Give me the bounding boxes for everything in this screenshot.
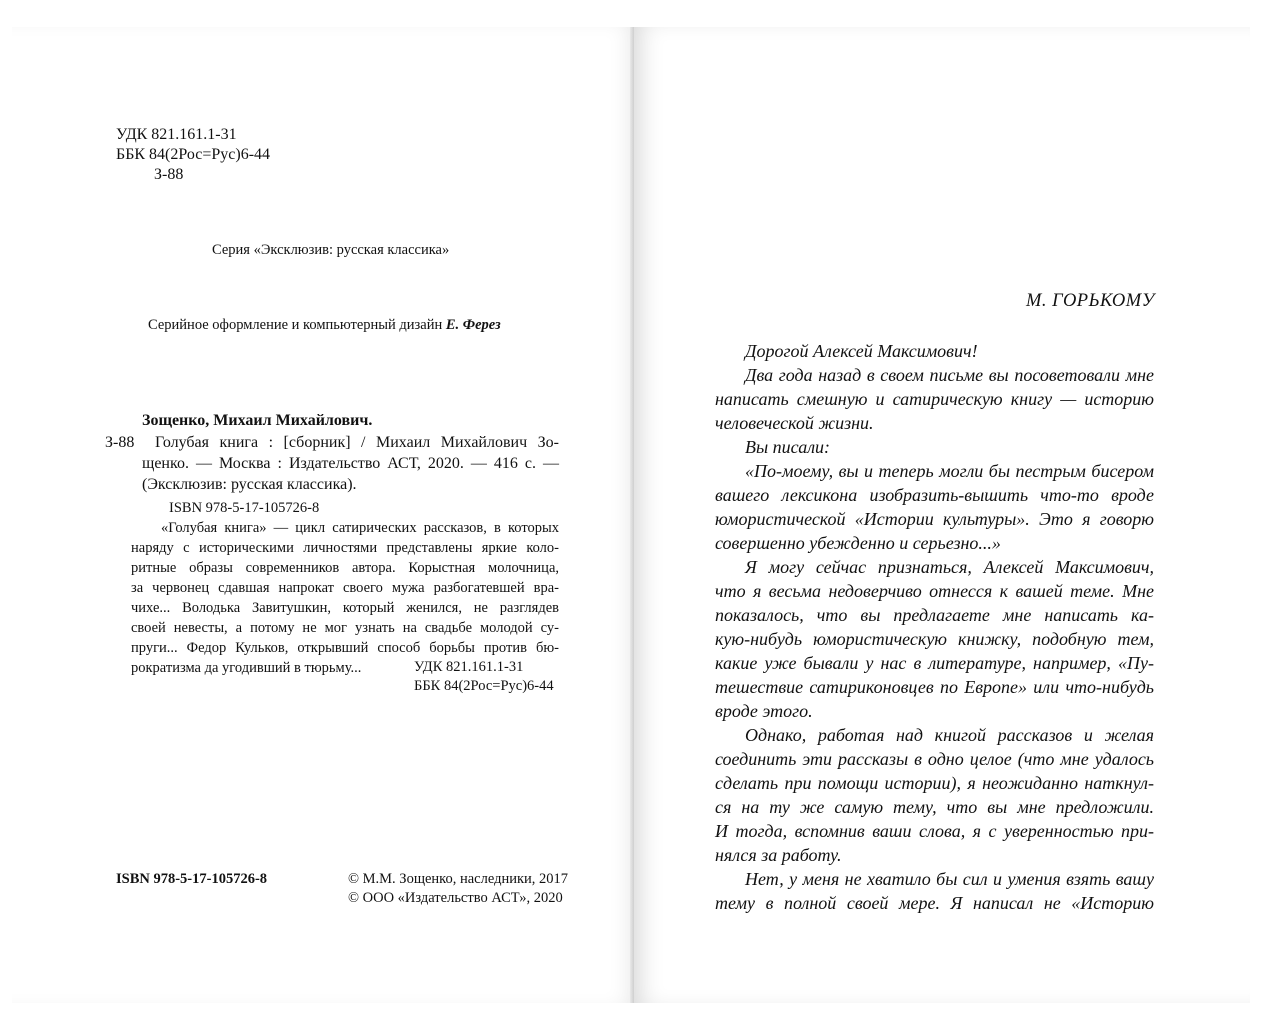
annotation-line: ритные образы современников автора. Корыстная молочница, <box>131 560 559 576</box>
annotation-line: наряду с историческими личностями представлены яркие коло- <box>131 540 559 556</box>
designer-name: Е. Ферез <box>445 317 501 333</box>
copyright-author: © М.М. Зощенко, наследники, 2017 <box>348 871 569 887</box>
text-line: юмористической «Истории культуры». Это я говорю <box>715 509 1154 529</box>
text-line: Дорогой Алексей Максимович! <box>745 341 978 361</box>
right-page <box>634 27 1250 1003</box>
series-line: Серия «Эксклюзив: русская классика» <box>212 242 450 258</box>
udk-code: УДК 821.161.1-31 <box>116 126 237 143</box>
annotation-line: за червонец сдавшая напрокат своего мужа разбогатевшей вра- <box>131 580 559 596</box>
design-credit <box>148 316 501 334</box>
text-line: Нет, у меня не хватило бы сил и умения взять вашу <box>745 869 1154 889</box>
text-line: совершенно убежденно и серьезно...» <box>715 533 1001 553</box>
dedication: М. ГОРЬКОМУ <box>1026 291 1155 311</box>
text-line: сделать при помощи истории), я неожиданно наткнул- <box>715 773 1154 793</box>
text-line: что я весьма недоверчиво отнесся к вашей теме. Мне <box>715 581 1154 601</box>
text-line: тему в полной своей мере. Я написал не «Историю <box>715 893 1154 913</box>
text-line: нялся за работу. <box>715 845 842 865</box>
annotation-line: рократизма да угодивший в тюрьму... <box>131 660 362 676</box>
text-line: Два года назад в своем письме вы посоветовали мне <box>745 365 1154 385</box>
text-line: Однако, работая над книгой рассказов и желая <box>745 725 1154 745</box>
book-spread <box>12 27 1250 1003</box>
author-heading: Зощенко, Михаил Михайлович. <box>142 412 373 429</box>
text-line: показалось, что вы предлагаете мне написать ка- <box>715 605 1154 625</box>
bbk-code: ББК 84(2Рос=Рус)6-44 <box>116 146 271 163</box>
annotation-line: «Голубая книга» — цикл сатирических рассказов, в которых <box>161 520 559 536</box>
catalog-code: З-88 <box>105 434 135 451</box>
text-line: кую-нибудь юмористическую книжку, подобную тем, <box>715 629 1154 649</box>
copyright-publisher: © ООО «Издательство АСТ», 2020 <box>348 890 563 906</box>
bbk-bottom: ББК 84(2Рос=Рус)6-44 <box>414 678 554 694</box>
text-line: человеческой жизни. <box>715 413 874 433</box>
text-line: соединить эти рассказы в одно целое (что мне удалось <box>715 749 1154 769</box>
text-line: вроде этого. <box>715 701 813 721</box>
biblio-line: Голубая книга : [сборник] / Михаил Михайлович Зо- <box>155 434 559 451</box>
text-line: Я могу сейчас признаться, Алексей Максимович, <box>745 557 1154 577</box>
text-line: «По-моему, вы и теперь могли бы пестрым бисером <box>745 461 1154 481</box>
design-credit-label: Серийное оформление и компьютерный дизайн <box>148 317 443 333</box>
text-line: написать смешную и сатирическую книгу — историю <box>715 389 1154 409</box>
left-page <box>12 27 634 1003</box>
isbn-footer: ISBN 978-5-17-105726-8 <box>116 871 268 887</box>
annotation-line: чихе... Володька Завитушкин, который женился, не разглядев <box>131 600 559 616</box>
text-line: ся на ту же самую тему, что вы мне предложили. <box>715 797 1154 817</box>
text-line: вашего лексикона изобразить-вышить что-то вроде <box>715 485 1154 505</box>
biblio-line: (Эксклюзив: русская классика). <box>142 476 357 493</box>
text-line: И тогда, вспомнив ваши слова, я с уверенностью при- <box>715 821 1154 841</box>
text-line: Вы писали: <box>745 437 831 457</box>
annotation-line: своей невесты, а потому не мог узнать на свадьбе молодой су- <box>131 620 559 636</box>
author-sign: З-88 <box>154 166 184 183</box>
text-line: тешествие сатириконовцев по Европе» или что-нибудь <box>715 677 1154 697</box>
udk-bottom: УДК 821.161.1-31 <box>414 659 524 675</box>
annotation-line: пруги... Федор Кульков, открывший способ борьбы против бю- <box>131 640 559 656</box>
biblio-line: щенко. — Москва : Издательство АСТ, 2020. — 416 с. — <box>142 455 559 472</box>
text-line: какие уже бывали у нас в литературе, например, «Пу- <box>715 653 1154 673</box>
isbn-line: ISBN 978-5-17-105726-8 <box>169 500 320 516</box>
